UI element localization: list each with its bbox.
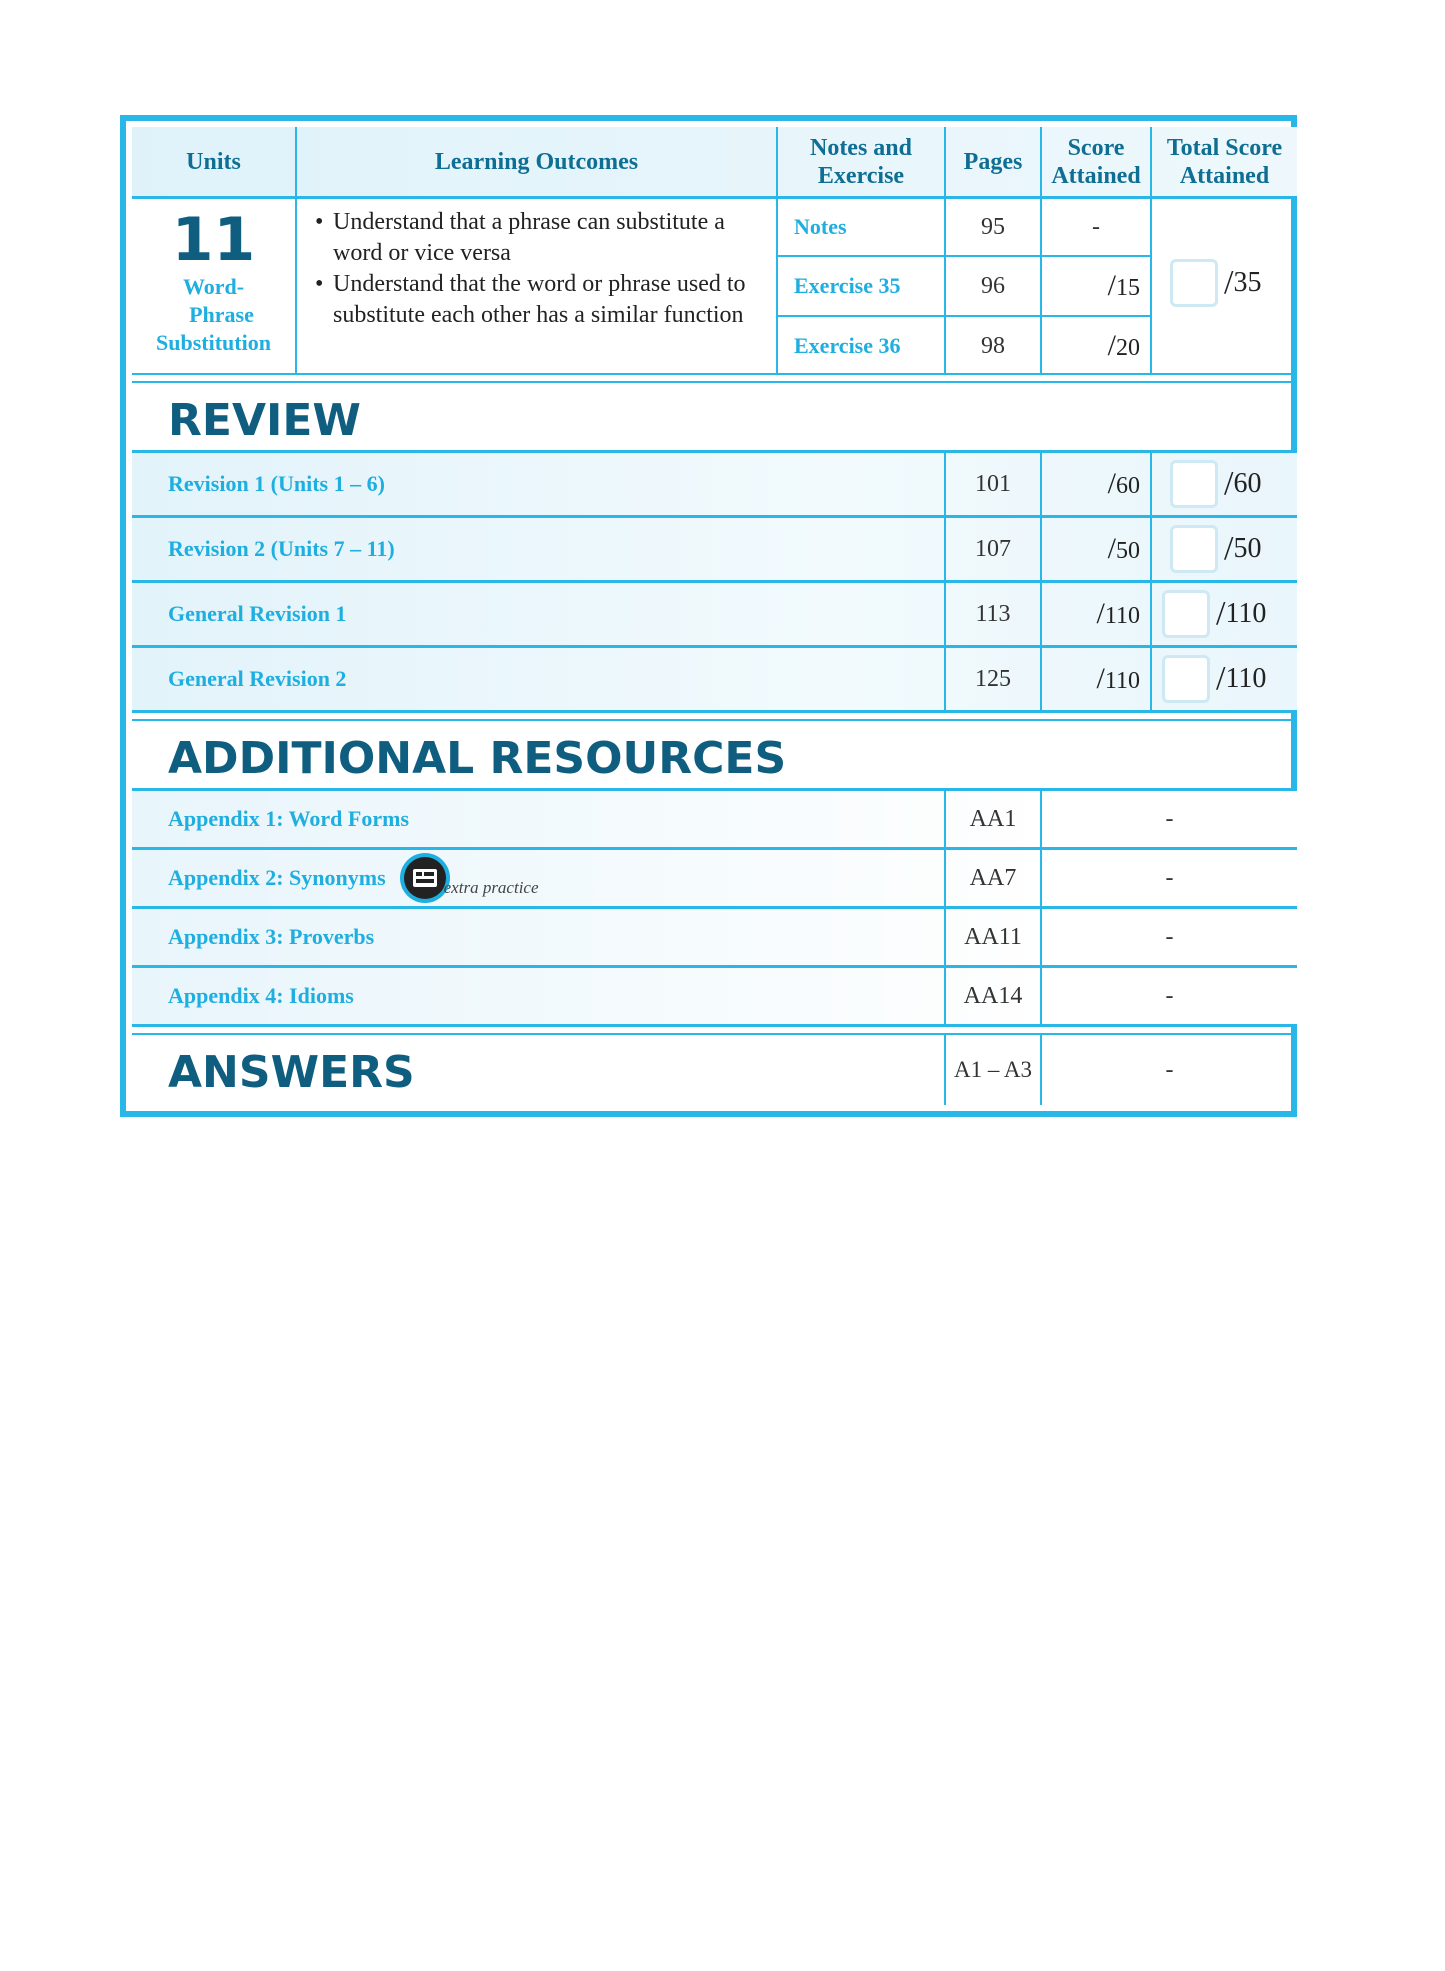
- header-score-attained: Score Attained: [1042, 127, 1152, 196]
- appendix-row[interactable]: [132, 791, 1297, 850]
- appendix-label[interactable]: Appendix 2: Synonyms: [168, 865, 386, 890]
- page-number: 98: [981, 332, 1005, 359]
- score-dash: -: [1165, 923, 1174, 950]
- appendix-label[interactable]: Appendix 1: Word Forms: [168, 806, 410, 831]
- page-number: 113: [975, 600, 1011, 627]
- item-label[interactable]: Exercise 36: [794, 333, 901, 358]
- review-row[interactable]: [132, 648, 1297, 713]
- total-score-input[interactable]: [1170, 259, 1218, 307]
- total-score-input[interactable]: [1170, 525, 1218, 573]
- score-dash: -: [1165, 1056, 1174, 1083]
- review-row[interactable]: [132, 583, 1297, 648]
- total-score-input[interactable]: [1170, 460, 1218, 508]
- divider: [132, 375, 1297, 383]
- outcomes-cell: [297, 199, 778, 373]
- review-label[interactable]: General Revision 1: [168, 601, 347, 626]
- additional-title-row: [132, 721, 1297, 791]
- score-field[interactable]: /110: [1096, 662, 1140, 695]
- items-cell: [778, 199, 946, 373]
- score-field[interactable]: /110: [1096, 597, 1140, 630]
- header-learning-outcomes: Learning Outcomes: [297, 127, 778, 196]
- unit-name-line2: Phrase: [189, 302, 254, 327]
- outcome-item: • Understand that a phrase can substitute a word or vice versa: [311, 207, 762, 269]
- total-score-input[interactable]: [1162, 590, 1210, 638]
- total-max: 35: [1233, 267, 1262, 298]
- divider: [132, 713, 1297, 721]
- appendix-row[interactable]: [132, 968, 1297, 1027]
- page-number: AA14: [963, 982, 1023, 1009]
- review-label[interactable]: Revision 1 (Units 1 – 6): [168, 471, 385, 496]
- total-score-field[interactable]: / 35: [1170, 259, 1261, 307]
- item-label[interactable]: Notes: [794, 214, 847, 239]
- item-exercise-35[interactable]: [778, 257, 944, 317]
- score-field[interactable]: /15: [1107, 269, 1140, 302]
- total-score-input[interactable]: [1162, 655, 1210, 703]
- header-notes-exercise: Notes and Exercise: [778, 127, 946, 196]
- unit-11-row: [132, 199, 1297, 375]
- header-pages: Pages: [946, 127, 1042, 196]
- answers-row[interactable]: [132, 1035, 1297, 1105]
- page-number: 101: [975, 470, 1011, 497]
- additional-title: ADDITIONAL RESOURCES: [168, 733, 787, 784]
- review-title-row: [132, 383, 1297, 453]
- answers-title[interactable]: ANSWERS: [168, 1047, 415, 1098]
- score-dash: -: [1165, 864, 1174, 891]
- unit-cell: [132, 199, 297, 373]
- total-score-field[interactable]: / 50: [1170, 525, 1261, 573]
- contents-table: [120, 115, 1297, 1117]
- score-field[interactable]: /60: [1107, 467, 1140, 500]
- divider: [132, 1027, 1297, 1035]
- total-score-field[interactable]: / 60: [1170, 460, 1261, 508]
- header-units: Units: [132, 127, 297, 196]
- table-grid: [132, 127, 1297, 1105]
- review-label[interactable]: General Revision 2: [168, 666, 347, 691]
- score-field[interactable]: /50: [1107, 532, 1140, 565]
- score-cell: [1042, 199, 1152, 373]
- page-number: A1 – A3: [954, 1057, 1032, 1082]
- review-title: REVIEW: [168, 395, 361, 446]
- total-score-field[interactable]: / 110: [1162, 590, 1266, 638]
- page-number: AA11: [964, 923, 1022, 950]
- page-number: 96: [981, 272, 1005, 299]
- page-number: AA1: [969, 805, 1017, 832]
- review-row[interactable]: [132, 453, 1297, 518]
- header-total-score: Total Score Attained: [1166, 134, 1283, 189]
- item-label[interactable]: Exercise 35: [794, 273, 901, 298]
- item-notes[interactable]: [778, 199, 944, 257]
- outcome-item: • Understand that the word or phrase used to substitute each other has a similar function: [311, 269, 762, 331]
- page-number: 95: [981, 213, 1005, 240]
- page-number: AA7: [969, 864, 1017, 891]
- badge-text: extra practice: [443, 878, 539, 897]
- review-row[interactable]: [132, 518, 1297, 583]
- appendix-label[interactable]: Appendix 3: Proverbs: [168, 924, 375, 949]
- score-dash: -: [1165, 982, 1174, 1009]
- appendix-row[interactable]: [132, 850, 1297, 909]
- score-field[interactable]: /20: [1107, 329, 1140, 362]
- page-number: 125: [975, 665, 1011, 692]
- page-number: 107: [975, 535, 1011, 562]
- appendix-label[interactable]: Appendix 4: Idioms: [168, 983, 354, 1008]
- review-label[interactable]: Revision 2 (Units 7 – 11): [168, 536, 395, 561]
- appendix-row[interactable]: [132, 909, 1297, 968]
- score-dash: -: [1092, 213, 1100, 240]
- total-score-field[interactable]: / 110: [1162, 655, 1266, 703]
- extra-practice-badge[interactable]: [398, 851, 539, 905]
- total-cell: [1152, 199, 1297, 373]
- table-header: [132, 127, 1297, 199]
- item-exercise-36[interactable]: [778, 317, 944, 375]
- score-dash: -: [1165, 805, 1174, 832]
- unit-name-line3: Substitution: [156, 330, 271, 355]
- unit-name-line1: Word-: [182, 274, 245, 299]
- unit-number: 11: [171, 205, 256, 275]
- outcomes-list: [311, 207, 762, 331]
- pages-cell: [946, 199, 1042, 373]
